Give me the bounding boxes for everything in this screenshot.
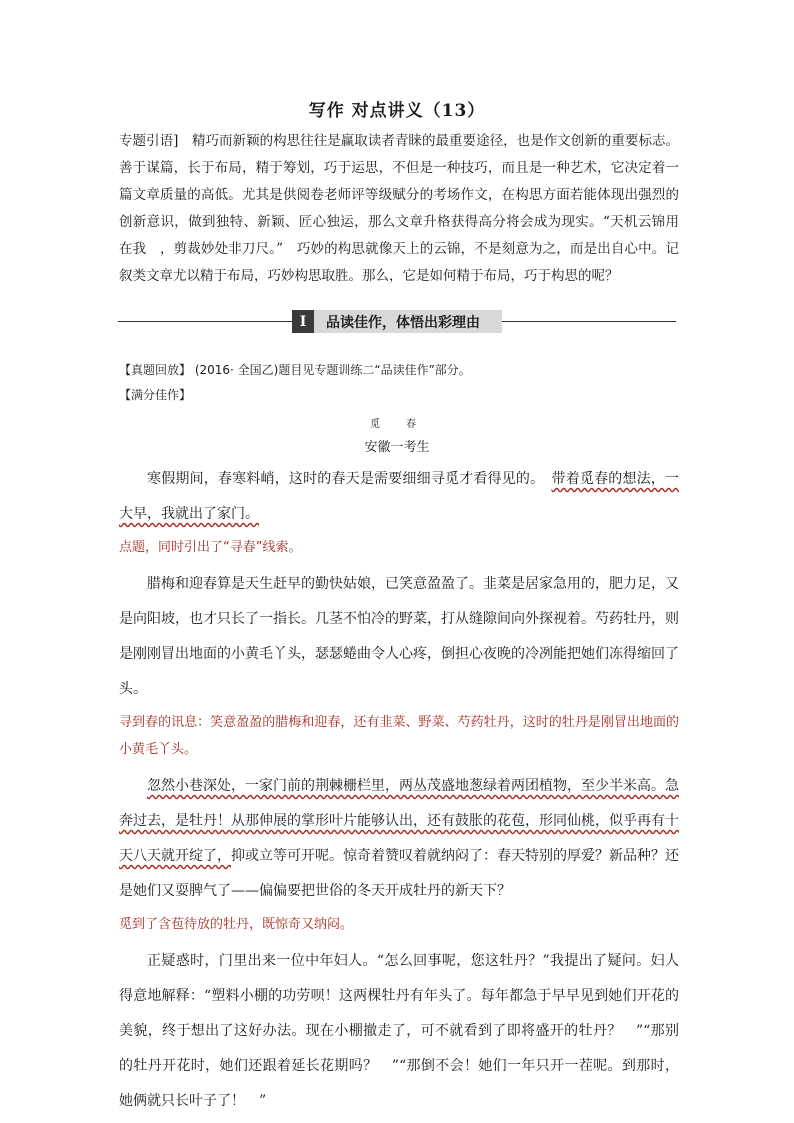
essay-paragraph-4: 正疑惑时，门里出来一位中年妇人。“怎么回事呢，您这牡丹？”我提出了疑问。妇人得意地解释：“塑料小棚的功劳呗！这两棵牡丹有年头了。每年都急于早早见到她们开花的美貌，终于想出了这好办法。现在小棚撤走了，可不就看到了即将盛开的牡丹？ ”“那别的牡丹开花时，她们还跟着延长花期吗？ ”“那倒不会！她们一年只开一茬呢。到那时，她俩就只长叶子了！ ” [119,953,679,1109]
section-banner [292,310,502,333]
annotation-1: 点题，同时引出了“寻春”线索。 [119,540,302,555]
p3-text: 抑或立等可开呢。惊奇着赞叹着就纳闷了：春天特别的厚爱？新品种？还是她们又耍脾气了——偏偏要把世俗的冬天开成牡丹的新天下？ [119,848,679,899]
banner-text: 品读佳作，体悟出彩理由 [326,314,480,331]
source-line: 【真题回放】 (2016· 全国乙)题目见专题训练二“品读佳作”部分。 [119,363,471,377]
essay-body [119,462,679,1119]
essay-title: 觅 春 [370,419,424,430]
annotation-3: 觅到了含苞待放的牡丹，既惊奇又纳闷。 [119,917,354,932]
essay-author: 安徽一考生 [364,440,430,455]
essay-paragraph-3 [119,769,679,909]
p1-text: 寒假期间，春寒料峭，这时的春天是需要细细寻觅才看得见的。 [147,471,538,487]
essay-paragraph-1 [119,462,679,532]
intro-paragraph: 专题引语] 精巧而新颖的构思往往是赢取读者青睐的最重要途径，也是作文创新的重要标志。善于谋篇，长于布局，精于筹划，巧于运思，不但是一种技巧，而且是一种艺术，它决定着一篇文章质量的高低。尤其是供阅卷老师评等级赋分的考场作文，在构思方面若能体现出强烈的创新意识，做到独特、新颖、匠心独运，那么文章升格获得高分将会成为现实。“天机云锦用在我 ，剪裁妙处非刀尺。” 巧妙的构思就像天上的云锦，不是刻意为之，而是出自心中。记叙类文章尤以精于布局，巧妙构思取胜。那么，它是如何精于布局，巧于构思的呢？ [119,133,679,284]
p3-highlight: 忽然小巷深处，一家门前的荆棘栅栏里，两丛茂盛地葱绿着两团植物，至少半米高。急奔过去，是牡丹！从那伸展的掌形叶片能够认出，还有鼓胀的花苞，形同仙桃，似乎再有十天八天就开绽了， [119,778,679,864]
annotation-2: 寻到春的讯息：笑意盈盈的腊梅和迎春，还有韭菜、野菜、芍药牡丹，这时的牡丹是刚冒出地面的小黄毛丫头。 [119,715,679,757]
page-title: 写作 对点讲义（13） [308,101,486,121]
section-label: 【满分佳作】 [119,388,192,402]
p1-highlight: 带着觅春的想法，一大早，我就出了家门。 [119,471,680,522]
essay-paragraph-2: 腊梅和迎春算是天生赶早的勤快姑娘，已笑意盈盈了。韭菜是居家急用的，肥力足，又是向阳坡，也才只长了一指长。几茎不怕冷的野菜，打从缝隙间向外探视着。芍药牡丹，则是刚刚冒出地面的小黄毛丫头，瑟瑟蜷曲令人心疼，倒担心夜晚的冷冽能把她们冻得缩回了头。 [119,576,679,697]
banner-number: I [292,310,314,333]
